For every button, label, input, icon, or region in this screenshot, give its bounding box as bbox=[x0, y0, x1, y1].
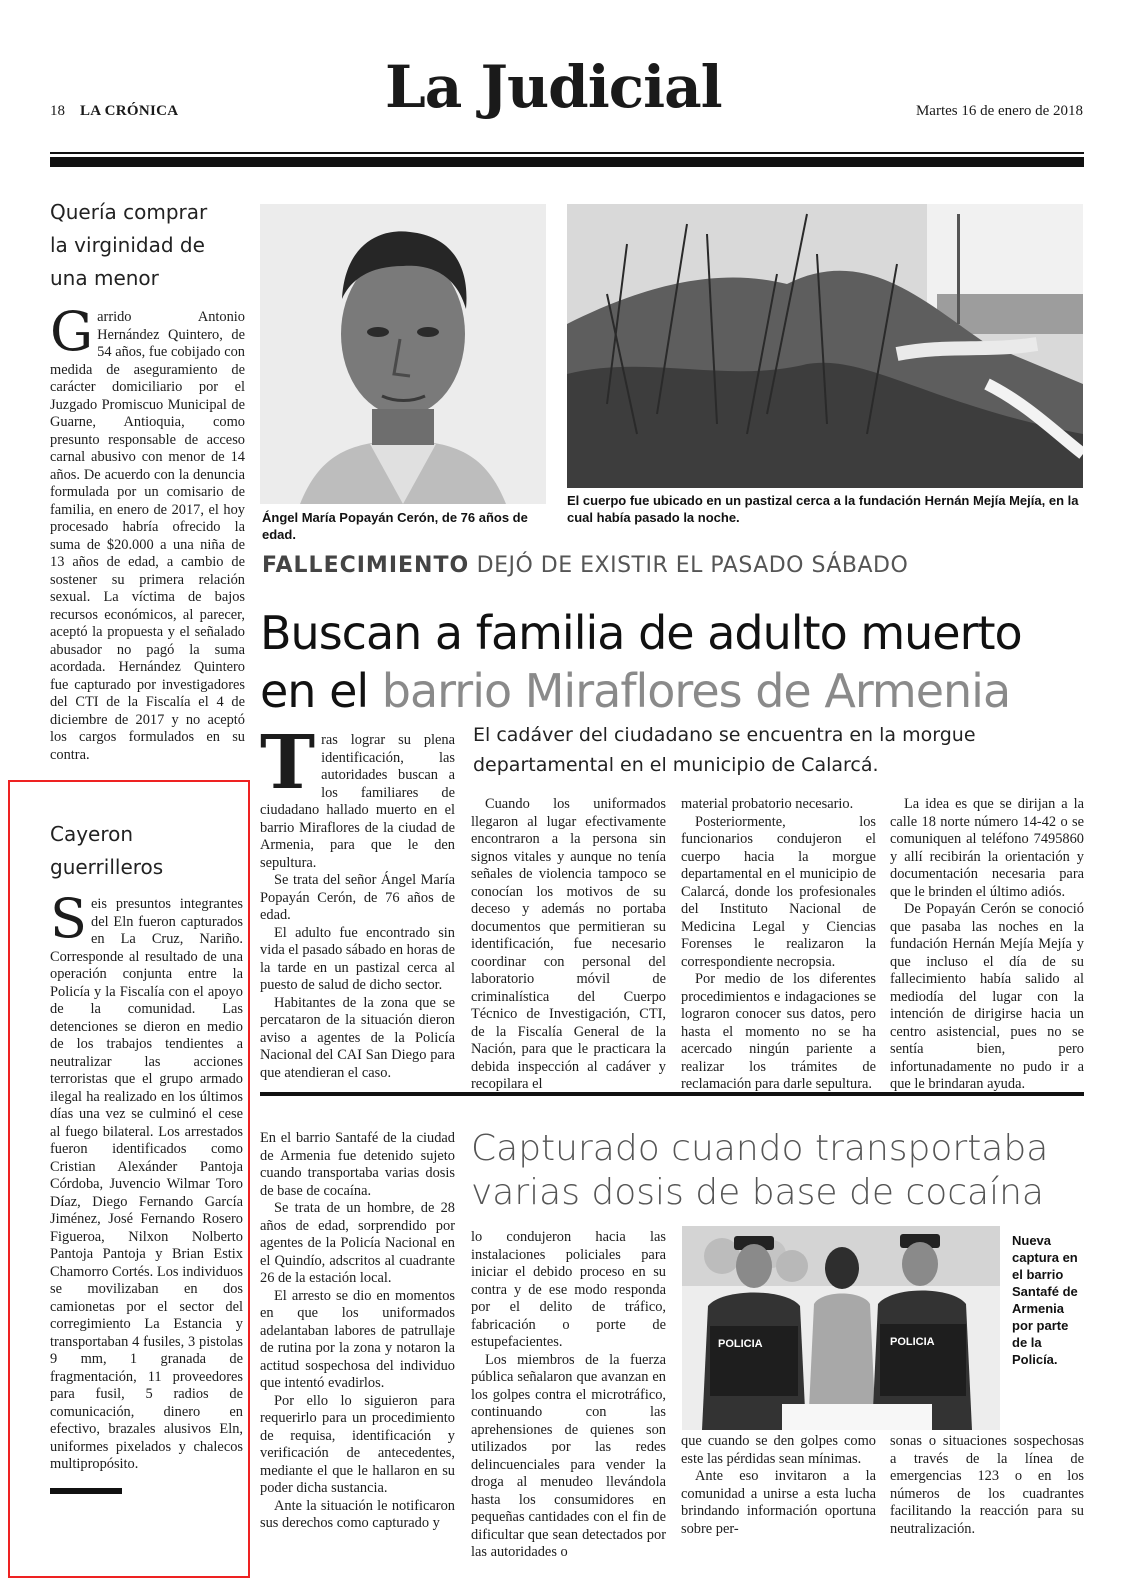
main-column-3: material probatorio necesario. Posteriormente, los funcionarios condujeron el cuerpo hacia la morgue departamental en el municipio de Calarcá, donde los profesionales del Instituto Nacional de Medicina Legal y Ciencias Forenses le realizaron la correspondiente necropsia. Por medio de los diferentes procedimientos e indagaciones se lograron conocer sus datos, pero hasta el momento no se ha acercado ningún pariente a realizar los trámites de reclamación para darle sepultura. bbox=[681, 796, 876, 1092]
sidebar-story-1 bbox=[50, 196, 245, 764]
story-divider bbox=[260, 1092, 1084, 1096]
second-headline: Capturado cuando transportaba varias dosis de base de cocaína bbox=[471, 1128, 1049, 1213]
story-kicker: FALLECIMIENTO DEJÓ DE EXISTIR EL PASADO SÁBADO bbox=[262, 553, 909, 578]
masthead-rule-thin bbox=[50, 152, 1084, 154]
sidebar-story-1-title: Quería comprar la virginidad de una menor bbox=[50, 200, 208, 290]
portrait-image bbox=[260, 204, 546, 504]
main-column-2: Cuando los uniformados llegaron al lugar efectivamente encontraron a la persona sin signos vitales y aunque no tenía señales de violencia tampoco se conocían los motivos de su deceso y además no portaba documentos que permitieran su identificación, fue necesario coordinar con personal del laboratorio móvil de criminalística del Cuerpo Técnico de Investigación, CTI, de la Fiscalía General de la Nación, para que le practicara la debida inspección al cadáver y recopilara el bbox=[471, 796, 666, 1092]
second-column-4: sonas o situaciones sospechosas a través de la línea de emergencias 123 o en los números de los cuadrantes facilitando la reacción para su neutralización. bbox=[890, 1433, 1084, 1537]
drop-cap: G bbox=[50, 300, 94, 363]
vest-label-left: POLICIA bbox=[718, 1338, 763, 1350]
portrait-caption: Ángel María Popayán Cerón, de 76 años de edad. bbox=[262, 510, 528, 542]
arrest-photo bbox=[682, 1226, 1000, 1430]
issue-date: Martes 16 de enero de 2018 bbox=[915, 103, 1083, 119]
sidebar-story-2 bbox=[50, 818, 243, 1494]
vest-label-right: POLICIA bbox=[890, 1336, 935, 1348]
second-column-2: lo condujeron hacia las instalaciones policiales para iniciar el debido proceso en su contra y de ese modo responda por el delito de tráfico, fabricación o porte de estupefacientes. Los miembros de la fuerza pública señalaron que avanzan en los golpes contra el microtráfico, continuando con las aprehensiones de quienes son utilizados por las redes delincuenciales para vender la droga al menudeo llevándola hasta los consumidores en pequeñas cantidades con el fin de dificultar que sean detectados por las autoridades o bbox=[471, 1229, 666, 1560]
scene-image bbox=[567, 204, 1083, 488]
story-end-mark bbox=[50, 1488, 122, 1494]
arrest-caption: Nueva captura en el barrio Santafé de Armenia por parte de la Policía. bbox=[1012, 1233, 1078, 1367]
main-column-1: Tras lograr su plena identificación, las autoridades buscan a los familiares de ciudadano hallado muerto en el barrio Miraflores de la ciudad de Armenia, para que le den sepultura. Se trata del señor Ángel María Popayán Cerón, de 76 años de edad. El adulto fue encontrado sin vida el pasado sábado en horas de la tarde en un pastizal cerca al puesto de salud de dicho sector. Habitantes de la zona que se percataron de la situación dieron aviso a agentes de la Policía Nacional del CAI San Diego para que atendieran el caso. bbox=[260, 720, 456, 1081]
main-headline: Buscan a familia de adulto muerto en el barrio Miraflores de Armenia bbox=[260, 606, 1022, 718]
arrest-image bbox=[682, 1226, 1000, 1430]
main-column-4: La idea es que se dirijan a la calle 18 norte número 14-42 o se comuniquen al teléfono 7495860 y allí recibirán la orientación y documentación necesaria para que le brinden el último adiós. De Popayán Cerón se conoció que pasaba las noches en la fundación Hernán Mejía Mejía y que incluso el día de su fallecimiento había salido al mediodía del lugar con la intención de dirigirse hacia un centro asistencial, pues no se sentía bien, pero infortunadamente no pudo ir a que le brindaran ayuda. bbox=[890, 796, 1084, 1092]
drop-cap: S bbox=[50, 887, 87, 950]
drop-cap: T bbox=[260, 720, 316, 806]
main-deck: El cadáver del ciudadano se encuentra en la morgue departamental en el municipio de Calarcá. bbox=[473, 724, 976, 776]
portrait-photo bbox=[260, 204, 546, 504]
second-column-3: que cuando se den golpes como este las pérdidas sean mínimas. Ante eso invitaron a la comunidad a unirse a esta lucha brindando información oportuna sobre per- bbox=[681, 1433, 876, 1537]
scene-caption: El cuerpo fue ubicado en un pastizal cerca a la fundación Hernán Mejía Mejía, en la cual había pasado la noche. bbox=[567, 493, 1079, 525]
newspaper-name: LA CRÓNICA bbox=[80, 103, 179, 119]
section-title: La Judicial bbox=[385, 53, 722, 121]
page-number: 18 bbox=[50, 103, 65, 119]
sidebar-story-2-body: Seis presuntos integrantes del Eln fueron capturados en La Cruz, Nariño. Corresponde al resultado de una operación conjunta entre la Policía y la Fiscalía con el apoyo de la comunidad. Las detenciones se dieron en medio de los trabajos tendientes a neutralizar las acciones terroristas que el grupo armado ilegal ha realizado en los últimos días una vez se culminó el cese al fuego bilateral. Los arrestados fueron identificados como Cristian Alexánder Pantoja Córdoba, Juvencio Wilmar Toro Díaz, Diego Fernando García Jiménez, José Fernando Rosero Figueroa, Nilxon Nolberto Pantoja Pantoja y Brian Estix Chamorro Cortés. Los individuos se movilizaban en dos camionetas por el sector del corregimiento La Estancia y transportaban 4 fusiles, 3 pistolas 9 mm, 1 granada de fragmentación, 11 proveedores para fusil, 5 radios de comunicación, dinero en efectivo, brazales alusivos Eln, uniformes pixelados y chalecos multipropósito. bbox=[50, 887, 243, 1472]
scene-photo bbox=[567, 204, 1083, 488]
sidebar-story-1-body: Garrido Antonio Hernández Quintero, de 54 años, fue cobijado con medida de aseguramiento de carácter domiciliario por el Juzgado Promiscuo Municipal de Guarne, Antioquia, como presunto responsable de acceso carnal abusivo con menor de 14 años. De acuerdo con la denuncia formulada por un comisario de familia, en enero de 2017, el hoy procesado habría ofrecido la suma de $20.000 a una niña de 13 años de edad, a cambio de sostener su primera relación sexual. La víctima de bajos recursos económicos, al parecer, aceptó la propuesta y el señalado abusador no pagó la suma acordada. Hernández Quintero fue capturado por investigadores del CTI de la Fiscalía el 4 de diciembre de 2017 y no aceptó los cargos formulados en su contra. bbox=[50, 300, 245, 763]
masthead-rule-thick bbox=[50, 157, 1084, 167]
sidebar-story-2-title: Cayeron guerrilleros bbox=[50, 822, 164, 879]
second-column-1: En el barrio Santafé de la ciudad de Armenia fue detenido sujeto cuando transportaba varias dosis de base de cocaína. Se trata de un hombre, de 28 años de edad, sorprendido por agentes de la Policía Nacional en el Quindío, adscritos al cuadrante 26 de la estación local. El arresto se dio en momentos en que los uniformados adelantaban labores de patrullaje de rutina por la zona y notaron la actitud sospechosa del individuo que intentó evadirlos. Por ello lo siguieron para requerirlo para un procedimiento de requisa, identificación y verificación de antecedentes, mediante el que le hallaron en su poder dicha sustancia. Ante la situación le notificaron sus derechos como capturado y bbox=[260, 1130, 455, 1531]
